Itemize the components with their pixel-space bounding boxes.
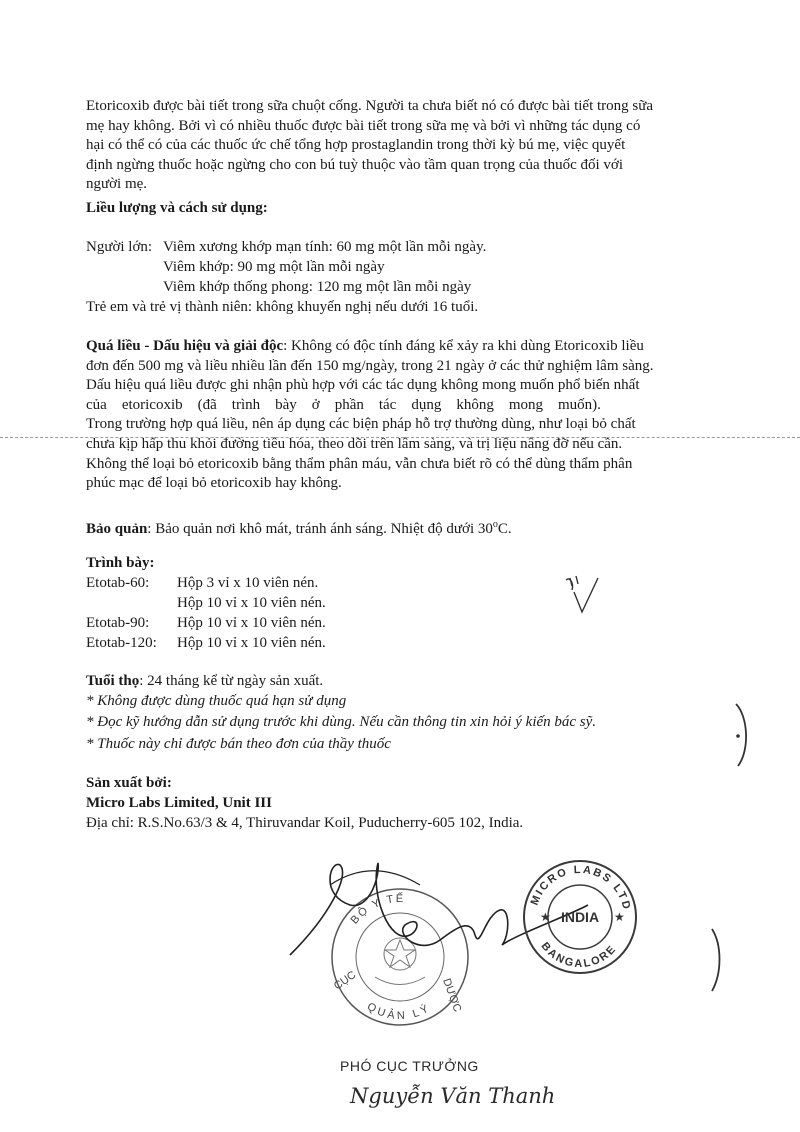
star-icon: ★ — [540, 910, 551, 924]
text-line: Trong trường hợp quá liều, nên áp dụng các biện pháp hỗ trợ thường dùng, như loại bỏ chất — [86, 416, 636, 433]
company-seal-bottom: BANGALORE — [538, 940, 620, 971]
company-seal-center: INDIA — [560, 909, 600, 925]
overdose-paragraph — [86, 337, 756, 494]
product-pack: Hộp 10 vỉ x 10 viên nén. — [177, 615, 326, 631]
degree-mark: o — [492, 519, 498, 530]
svg-text:QUẢN LÝ — [365, 1001, 433, 1023]
manufacturer-company: Micro Labs Limited, Unit III — [86, 795, 272, 811]
text-line: hại có thể có của các thuốc ức chế tổng hợp prostaglandin trong thời kỳ bú mẹ, việc quyết — [86, 137, 626, 154]
overdose-heading: Quá liều - Dấu hiệu và giải độc — [86, 338, 284, 354]
dosage-line: Viêm khớp thống phong: 120 mg một lần mỗi ngày — [163, 279, 472, 295]
seal-right-text: DƯỢC — [440, 976, 464, 1014]
company-seal — [518, 855, 643, 980]
company-seal-top: MICRO LABS LTD — [528, 863, 633, 913]
shelf-life-text: : 24 tháng kể từ ngày sản xuất. — [139, 673, 324, 689]
seal-left-text: CỤC — [331, 968, 359, 993]
product-pack: Hộp 10 vỉ x 10 viên nén. — [177, 635, 326, 651]
text-line: Etoricoxib được bài tiết trong sữa chuột cống. Người ta chưa biết nó có được bài tiết trong sữa — [86, 98, 654, 114]
text-line: định ngừng thuốc hoặc ngừng cho con bú tuỳ thuộc vào tầm quan trọng của thuốc đối với — [86, 156, 624, 173]
storage-heading: Bảo quản — [86, 521, 148, 537]
adult-label: Người lớn: — [86, 239, 153, 255]
text-line: phúc mạc để loại bỏ etoricoxib hay không. — [86, 475, 342, 492]
text-line: mẹ hay không. Bởi vì có nhiều thuốc được bài tiết trong sữa mẹ và bởi vì những tác dụng có — [86, 117, 641, 134]
text-line: đơn đến 500 mg và liều nhiều lần đến 150 mg/ngày, trong 21 ngày ở các thử nghiệm lâm sàng. — [86, 357, 654, 374]
scan-fold-line — [0, 437, 800, 438]
storage-text: : Bảo quản nơi khô mát, tránh ánh sáng. Nhiệt độ dưới 30 — [147, 521, 493, 537]
dosage-line: Viêm khớp: 90 mg một lần mỗi ngày — [163, 259, 385, 275]
warning-note: * Thuốc này chỉ được bán theo đơn của thầy thuốc — [86, 736, 391, 752]
text-run: : Không có độc tính đáng kể xảy ra khi dùng Etoricoxib liều — [283, 338, 644, 354]
text-line: người mẹ. — [86, 176, 148, 193]
text-line: của etoricoxib (đã trình bày ở phần tác dụng không mong muốn). — [86, 396, 601, 413]
seal-top-text: BỘ Y TẾ — [348, 892, 406, 927]
warning-note: * Không được dùng thuốc quá hạn sử dụng — [86, 693, 347, 709]
dosage-line: Viêm xương khớp mạn tính: 60 mg một lần mỗi ngày. — [163, 239, 487, 255]
shelf-life-heading: Tuổi thọ — [86, 673, 140, 689]
star-icon: ★ — [614, 910, 625, 924]
product-pack: Hộp 10 vỉ x 10 viên nén. — [177, 595, 326, 611]
text-line: Dấu hiệu quá liều được ghi nhận phù hợp với các tác dụng không mong muốn phổ biến nhất — [86, 377, 640, 394]
manufacturer-address: Địa chỉ: R.S.No.63/3 & 4, Thiruvandar Koil, Puducherry-605 102, India. — [86, 815, 524, 831]
product-name: Etotab-60: — [86, 575, 150, 591]
children-dosage: Trẻ em và trẻ vị thành niên: không khuyến nghị nếu dưới 16 tuổi. — [86, 299, 479, 315]
dosage-heading: Liều lượng và cách sử dụng: — [86, 200, 268, 216]
signatory-title: PHÓ CỤC TRƯỞNG — [340, 1058, 479, 1074]
margin-bracket-icon — [706, 925, 730, 995]
check-mark-icon — [562, 572, 602, 618]
svg-text:MICRO LABS LTD — [529, 864, 633, 912]
text-line — [86, 337, 756, 357]
signatory-name: Nguyễn Văn Thanh — [350, 1084, 556, 1108]
text-line: Không thể loại bỏ etoricoxib bằng thẩm phân máu, vẫn chưa biết rõ có thể dùng thẩm phân — [86, 455, 633, 472]
warning-note: * Đọc kỹ hướng dẫn sử dụng trước khi dùng. Nếu cần thông tin xin hỏi ý kiến bác sỹ. — [86, 714, 597, 730]
seal-bottom-text: QUẢN LÝ — [364, 1000, 434, 1023]
shelf-life-line — [86, 672, 323, 692]
text-line: chưa kịp hấp thu khỏi đường tiêu hóa, theo dõi trên lâm sàng, và trị liệu nâng đỡ nếu cần. — [86, 435, 623, 452]
margin-bracket-icon — [730, 700, 760, 770]
lactation-paragraph — [86, 97, 756, 195]
storage-line — [86, 515, 512, 540]
manufacturer-heading: Sản xuất bởi: — [86, 775, 172, 791]
presentation-heading: Trình bày: — [86, 555, 155, 571]
product-name: Etotab-120: — [86, 635, 157, 651]
storage-unit: C. — [497, 521, 512, 537]
product-name: Etotab-90: — [86, 615, 150, 631]
product-pack: Hộp 3 vỉ x 10 viên nén. — [177, 575, 319, 591]
